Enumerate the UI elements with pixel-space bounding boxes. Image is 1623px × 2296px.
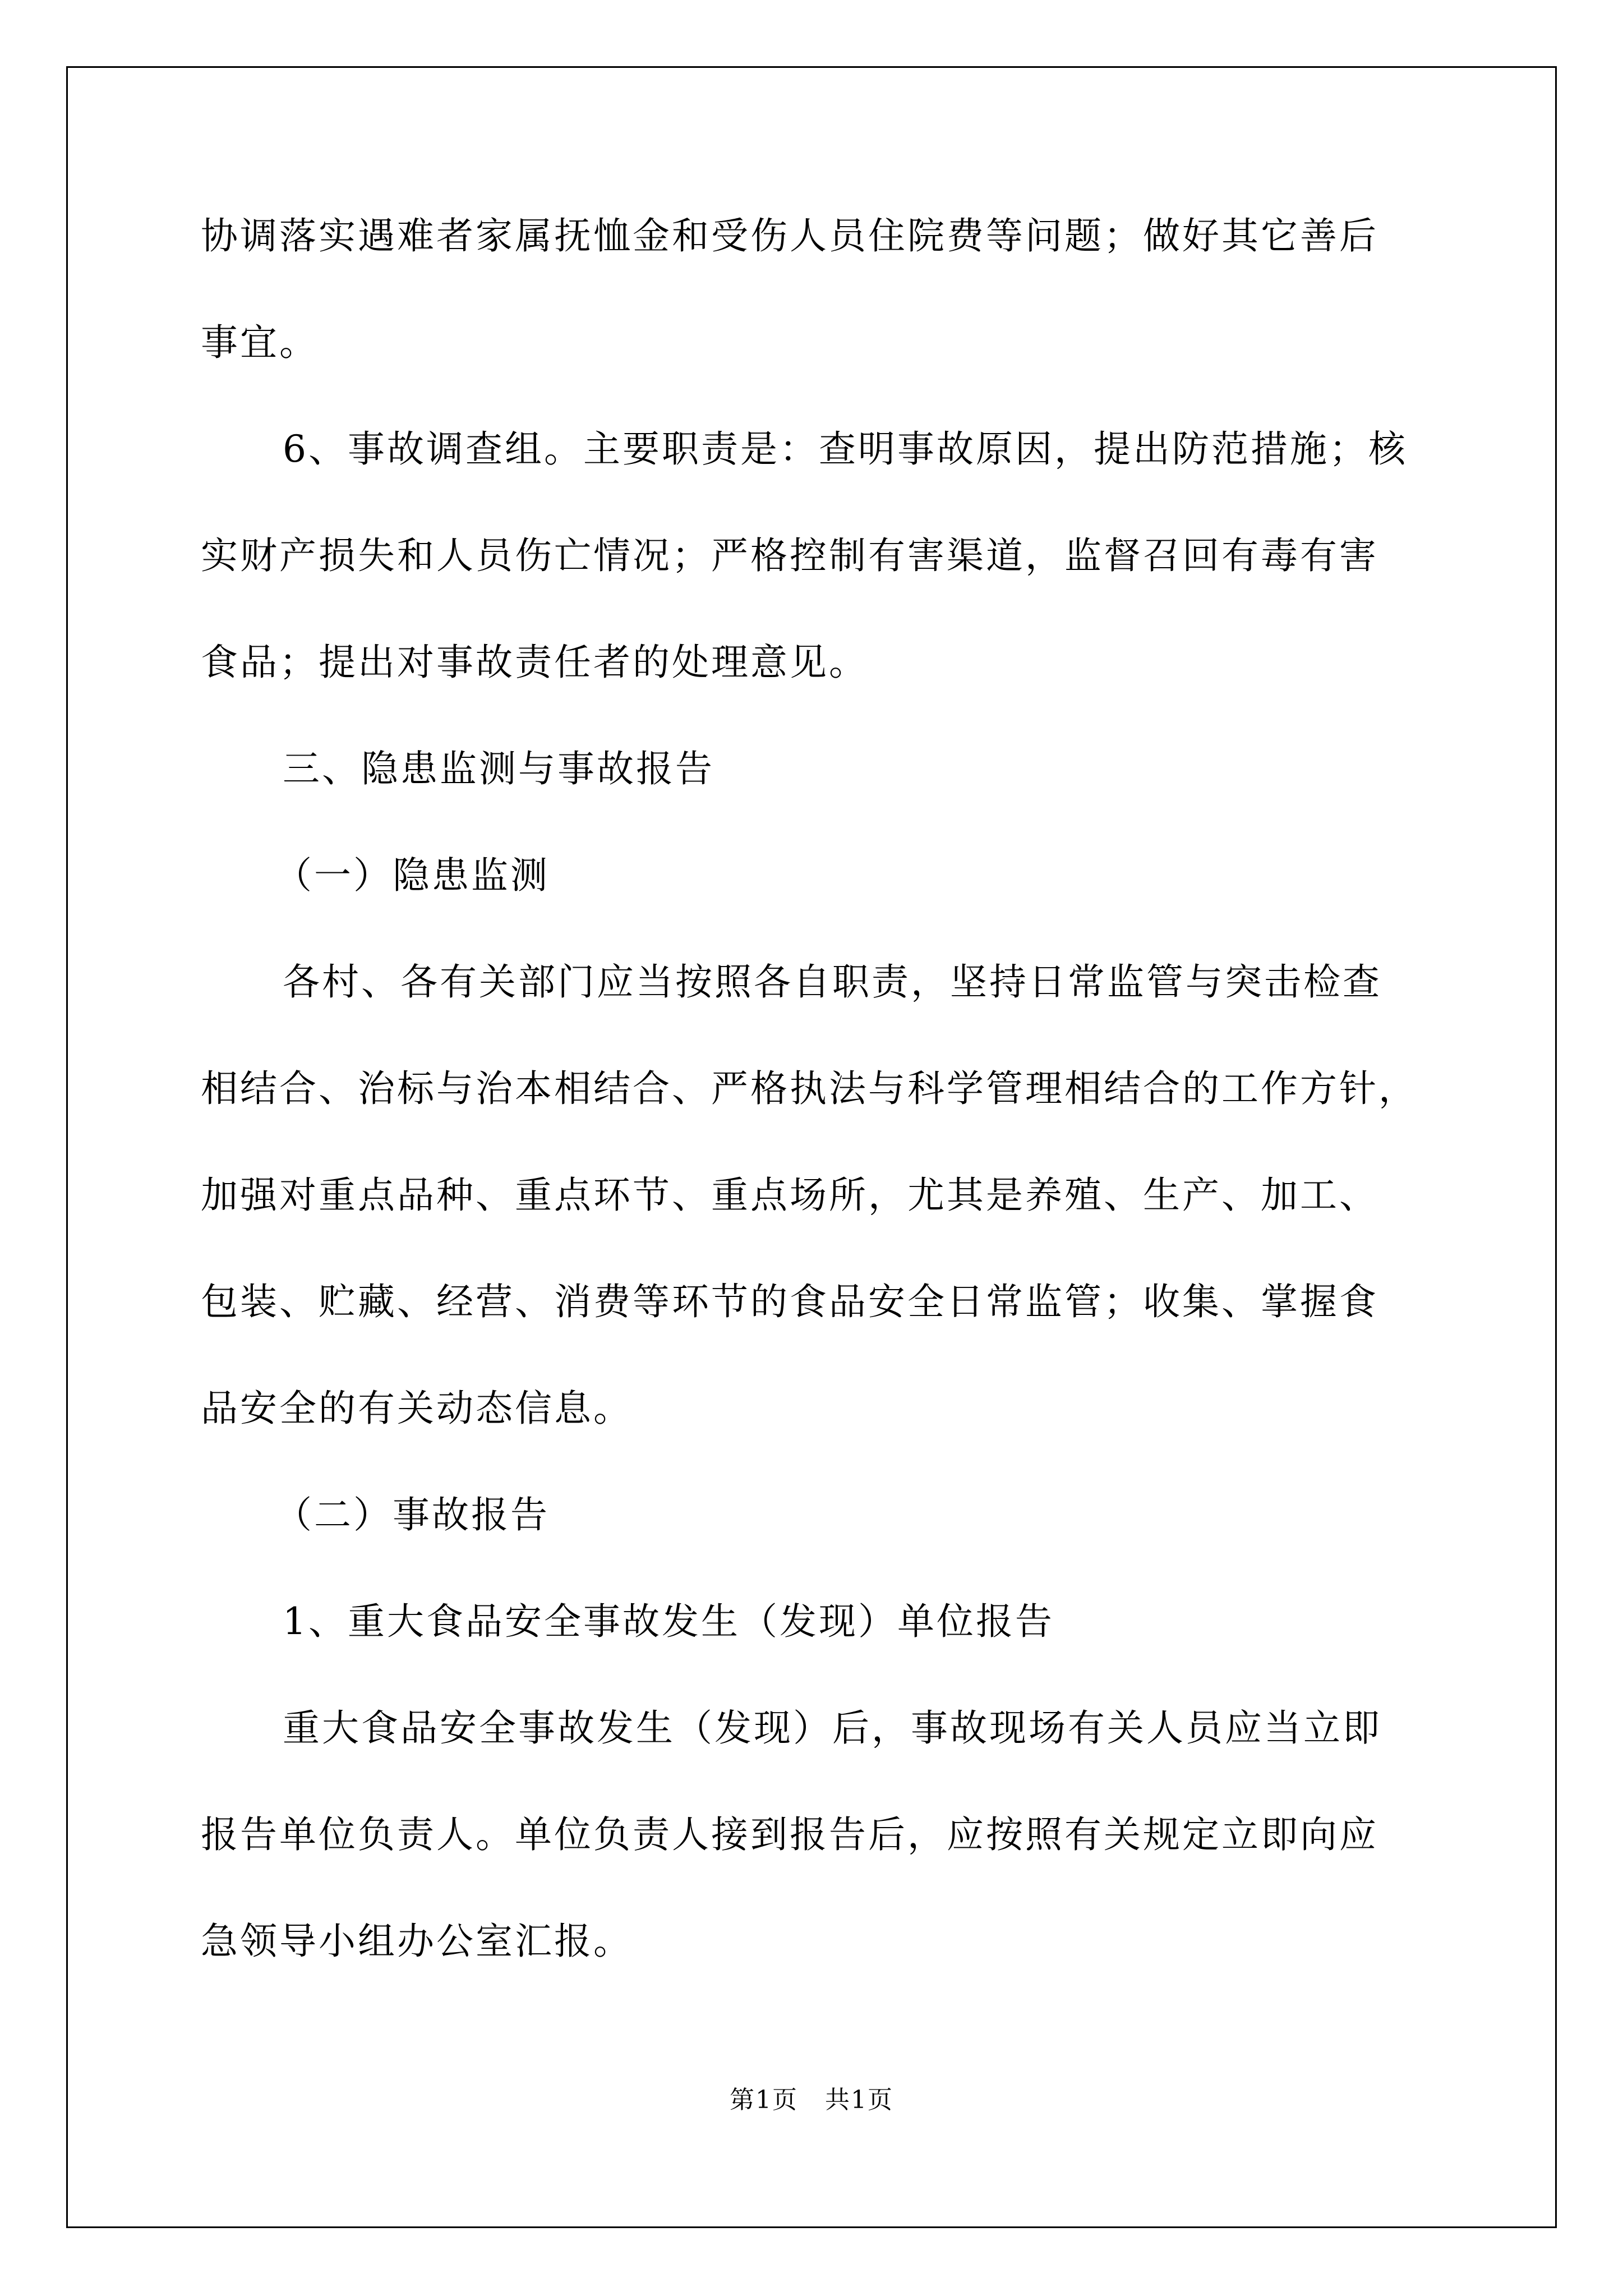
paragraph-line: 食品；提出对事故责任者的处理意见。 [201,641,868,684]
section-heading: 三、隐患监测与事故报告 [283,747,714,790]
paragraph-line: 实财产损失和人员伤亡情况；严格控制有害渠道，监督召回有毒有害 [201,534,1378,577]
page-number-footer: 第1页 共1页 [730,2086,893,2114]
paragraph-line: 事宜。 [201,321,319,364]
subsection-heading: （一）隐患监测 [275,854,550,897]
paragraph-line: 急领导小组办公室汇报。 [201,1920,633,1963]
paragraph-line: 品安全的有关动态信息。 [201,1387,633,1430]
paragraph-line: 各村、各有关部门应当按照各自职责，坚持日常监管与突击检查 [283,960,1382,1004]
paragraph-line: 协调落实遇难者家属抚恤金和受伤人员住院费等问题；做好其它善后 [201,214,1378,257]
paragraph-line: 报告单位负责人。单位负责人接到报告后，应按照有关规定立即向应 [201,1813,1378,1856]
paragraph-line: 重大食品安全事故发生（发现）后，事故现场有关人员应当立即 [283,1706,1382,1750]
paragraph-line: 相结合、治标与治本相结合、严格执法与科学管理相结合的工作方针， [201,1067,1418,1110]
item-heading: 1、重大食品安全事故发生（发现）单位报告 [283,1600,1054,1643]
paragraph-line: 加强对重点品种、重点环节、重点场所，尤其是养殖、生产、加工、 [201,1174,1378,1217]
paragraph-line: 6、事故调查组。主要职责是：查明事故原因，提出防范措施；核 [283,427,1408,471]
subsection-heading: （二）事故报告 [275,1493,550,1536]
paragraph-line: 包装、贮藏、经营、消费等环节的食品安全日常监管；收集、掌握食 [201,1280,1378,1323]
page-border [66,66,1557,2228]
